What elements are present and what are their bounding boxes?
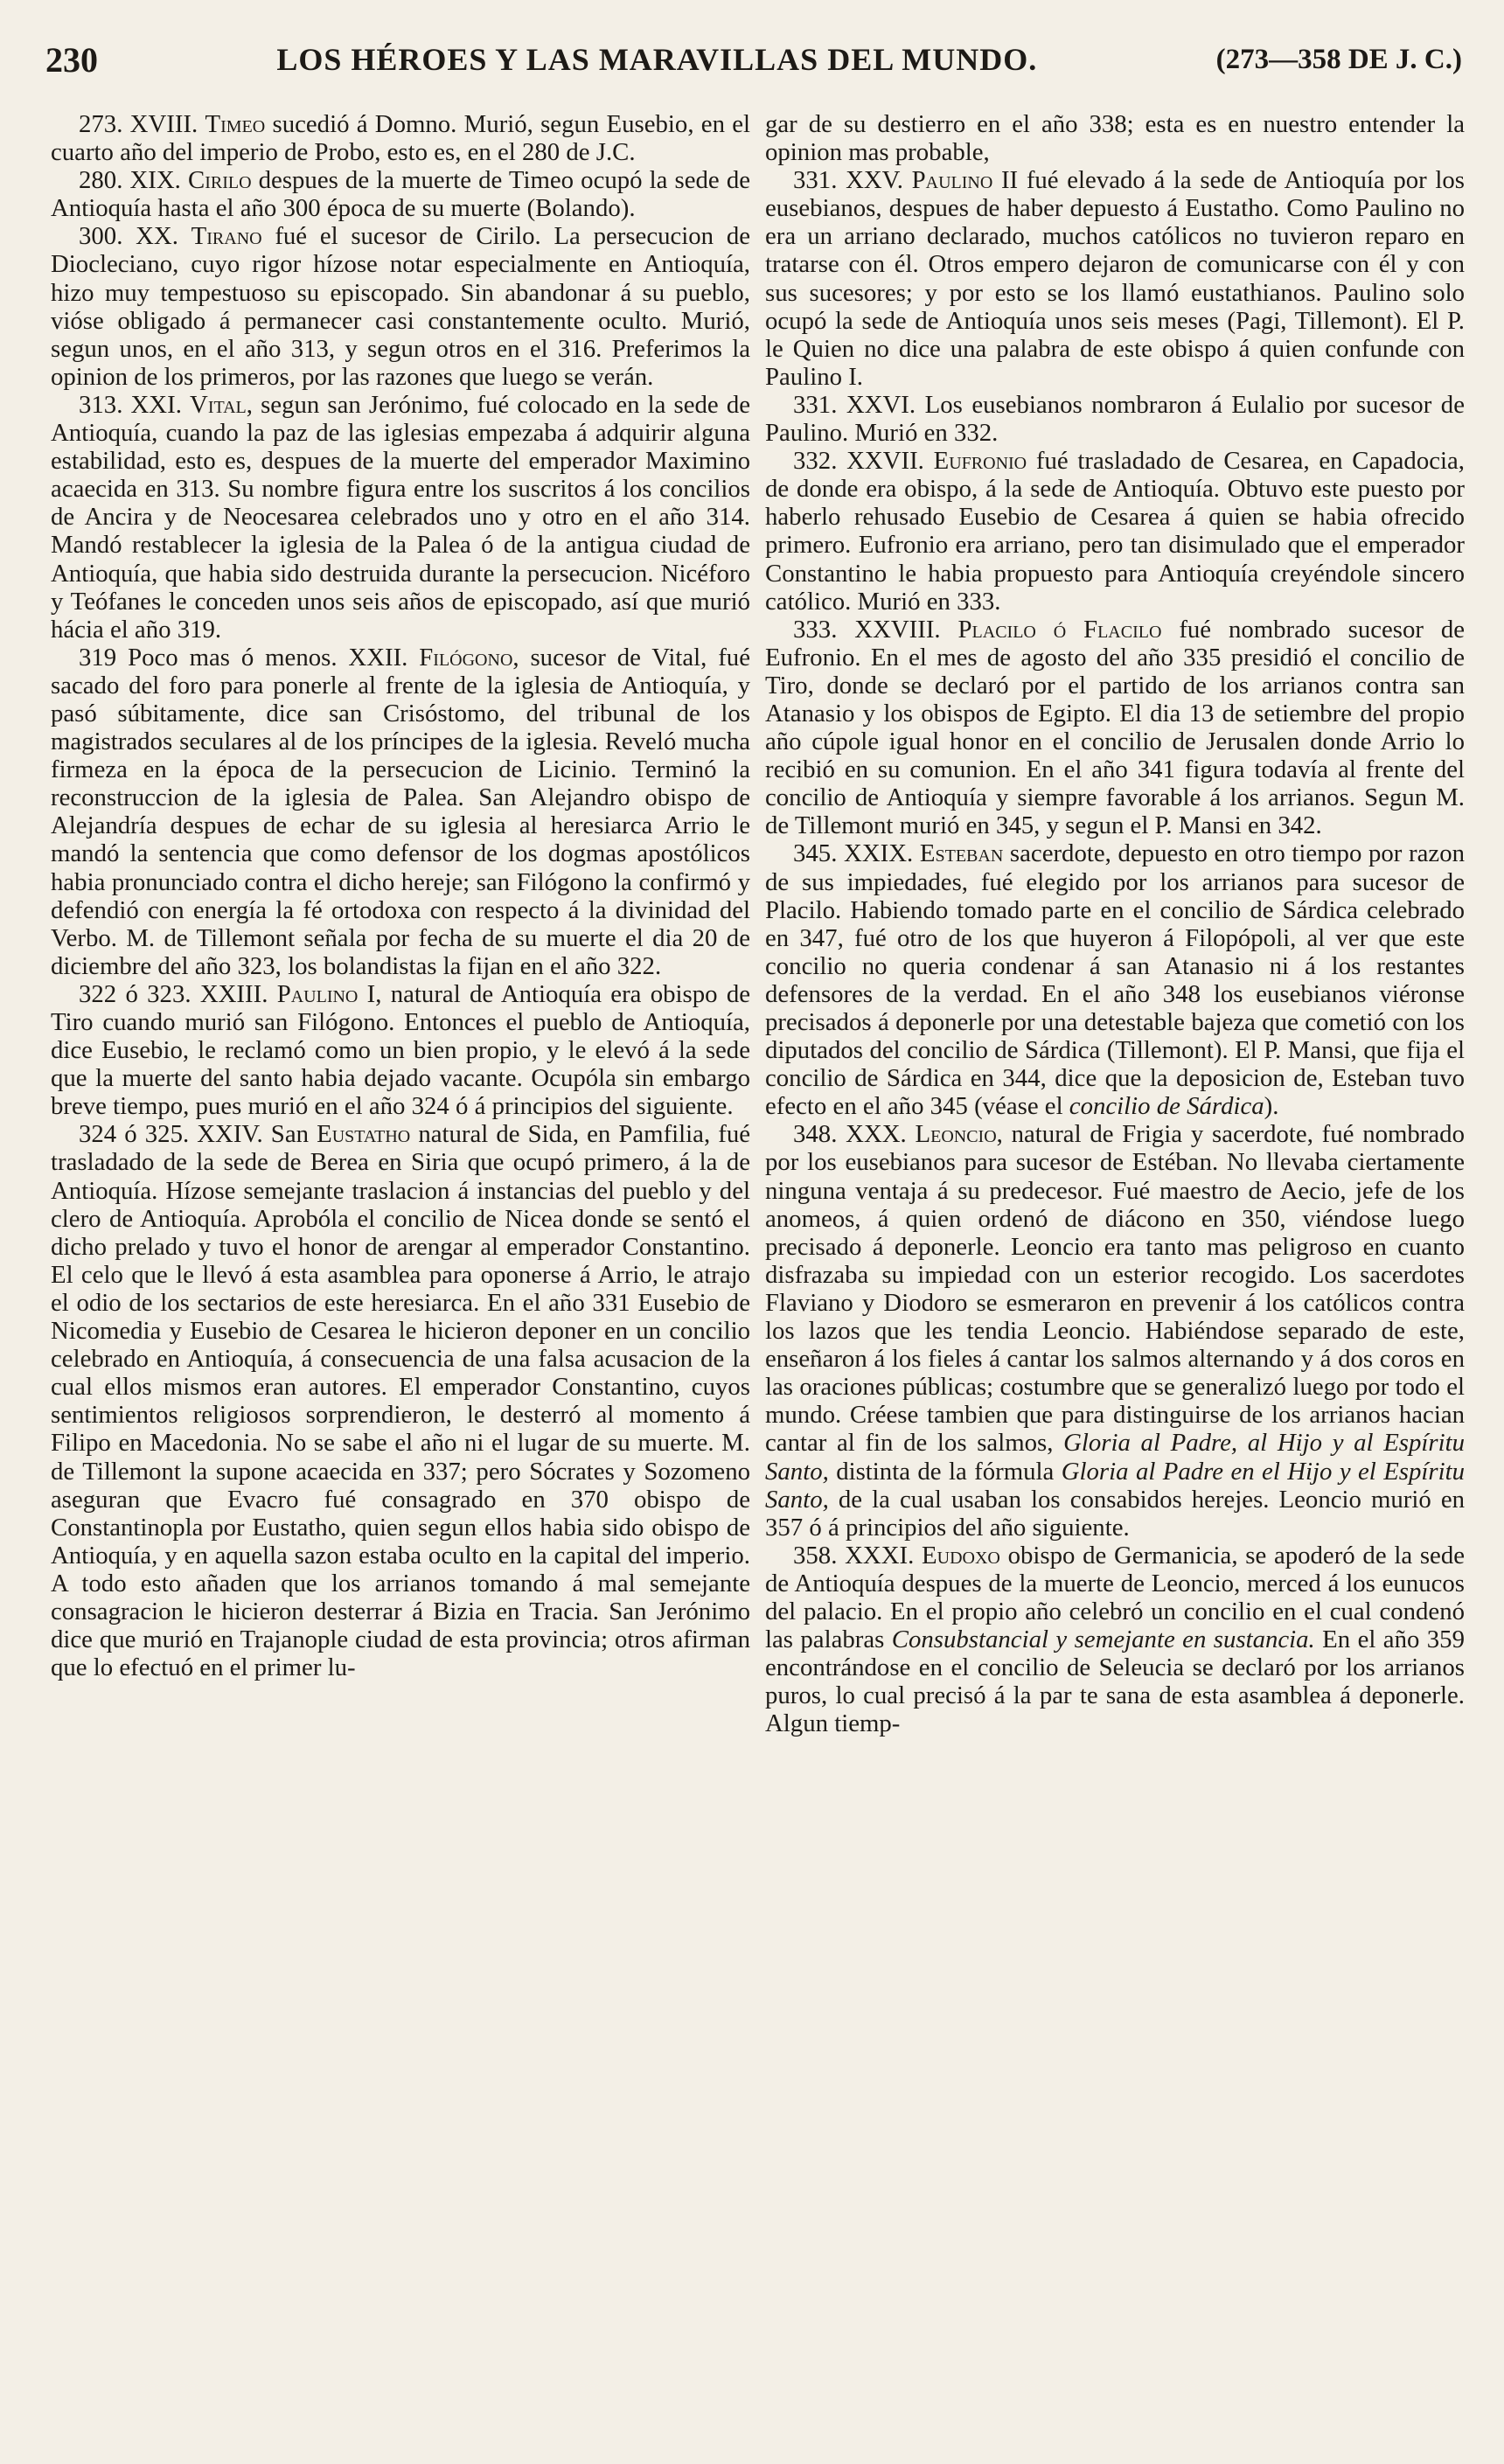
paragraph-esteban: 345. XXIX. Esteban sacerdote, depuesto en otro tiempo por razon de sus impiedades, fué elegido por los arrianos para sucesor de Placilo. Habiendo tomado parte en el concilio de Sárdica celebrado en 347, fué otro de los que huyeron á Filopópoli, al ver que este concilio no queria condenar á san Atanasio ni á los restantes defensores de la verdad. En el año 348 los eusebianos viéronse precisados á deponerle por una detestable bajeza que cometió con los diputados del concilio de Sárdica (Tillemont). El P. Mansi, que fija el concilio de Sárdica en 344, dice que la deposicion de, Esteban tuvo efecto en el año 345 (véase el concilio de Sárdica). xyxy=(765,839,1465,1121)
paragraph-eudoxo: 358. XXXI. Eudoxo obispo de Germanicia, se apoderó de la sede de Antioquía despues de la muerte de Leoncio, merced á los eunucos del palacio. En el propio año celebró un concilio en el cual condenó las palabras Consubstancial y semejante en sustancia. En el año 359 encontrándose en el concilio de Seleucia se declaró por los arrianos puros, lo cual precisó á la par te sana de esta asamblea á deponerle. Algun tiemp- xyxy=(765,1541,1466,1738)
paragraph-eustatho: 324 ó 325. XXIV. San Eustatho natural de Sida, en Pamfilia, fué trasladado de la sede de Berea en Siria que ocupó primero, á la de Antioquía. Hízose semejante traslacion á instancias del pueblo y del clero de Antioquía. Aprobóla el concilio de Nicea donde se sentó el dicho prelado y tuvo el honor de arengar al emperador Constantino. El celo que le llevó á esta asamblea para oponerse á Arrio, le atrajo el odio de los sectarios de este heresiarca. En el año 331 Eusebio de Nicomedia y Eusebio de Cesarea le hicieron deponer en un concilio celebrado en Antioquía, á consecuencia de una falsa acusacion de la cual ellos mismos eran autores. El emperador Constantino, cuyos sentimientos religiosos sorprendieron, le desterró al momento á Filipo en Macedonia. No se sabe el año ni el lugar de su muerte. M. de Tillemont la supone acaecida en 337; pero Sócrates y Sozomeno aseguran que Evacro fué consagrado en 370 obispo de Constantinopla por Eustatho, quien segun ellos habia sido obispo de Antioquía, y en aquella sazon estaba oculto en la capital del imperio. A todo esto añaden que los arrianos tomando á mal semejante consagracion le hicieron desterrar á Bizia en Tracia. San Jerónimo dice que murió en Trajanople ciudad de esta provincia; otros afirman que lo efectuó en el primer lu- xyxy=(51,1120,750,1682)
left-column xyxy=(51,110,750,1681)
paragraph-paulino-ii: 331. XXV. Paulino II fué elevado á la sede de Antioquía por los eusebianos, despues de haber depuesto á Eustatho. Como Paulino no era un arriano declarado, muchos católicos no tuvieron reparo en tratarse con él. Otros empero dejaron de comunicarse con él y con sus sucesores; y por esto se los llamó eustathianos. Paulino solo ocupó la sede de Antioquía unos seis meses (Pagi, Tillemont). El P. le Quien no dice una palabra de este obispo á quien confunde con Paulino I. xyxy=(765,166,1465,391)
paragraph-cirilo: 280. XIX. Cirilo despues de la muerte de Timeo ocupó la sede de Antioquía hasta el año 300 época de su muerte (Bolando). xyxy=(51,166,750,223)
paragraph-timeo: 273. XVIII. Timeo sucedió á Domno. Murió, segun Eusebio, en el cuarto año del imperio de Probo, esto es, en el 280 de J.C. xyxy=(51,110,751,167)
paragraph-leoncio: 348. XXX. Leoncio, natural de Frigia y sacerdote, fué nombrado por los eusebianos para sucesor de Estéban. No llevaba ciertamente ninguna ventaja á su predecesor. Fué maestro de Aecio, jefe de los anomeos, á quien ordenó de diácono en 350, viéndose luego precisado á deponerle. Leoncio era tanto mas peligroso en cuanto disfrazaba su impiedad con un esterior recogido. Los sacerdotes Flaviano y Diodoro se esmeraron en prevenir á los católicos contra los lazos que les tendia Leoncio. Habiéndose separado de este, enseñaron á los fieles á cantar los salmos alternando y á dos coros en las oraciones públicas; costumbre que se generalizó luego por todo el mundo. Créese tambien que para distinguirse de los arrianos hacian cantar al fin de los salmos, Gloria al Padre, al Hijo y al Espíritu Santo, distinta de la fórmula Gloria al Padre en el Hijo y el Espíritu Santo, de la cual usaban los consabidos herejes. Leoncio murió en 357 ó á principios del año siguiente. xyxy=(765,1120,1466,1542)
page-header xyxy=(45,33,1462,86)
page-number: 230 xyxy=(45,39,98,80)
paragraph-vital: 313. XXI. Vital, segun san Jerónimo, fué colocado en la sede de Antioquía, cuando la paz de las iglesias empezaba á adquirir alguna estabilidad, esto es, despues de la muerte del emperador Maximino acaecida en 313. Su nombre figura entre los suscritos á los concilios de Ancira y de Neocesarea celebrados uno y otro en el año 314. Mandó restablecer la iglesia de la Palea ó de la antigua ciudad de Antioquía, que habia sido destruida durante la persecucion. Nicéforo y Teófanes le conceden unos seis años de episcopado, así que murió hácia el año 319. xyxy=(51,390,751,644)
paragraph-eufronio: 332. XXVII. Eufronio fué trasladado de Cesarea, en Capadocia, de donde era obispo, á la sede de Antioquía. Obtuvo este puesto por haberlo rehusado Eusebio de Cesarea á quien se habia ofrecido primero. Eufronio era arriano, pero tan disimulado que el emperador Constantino le habia propuesto para Antioquía creyéndole sincero católico. Murió en 333. xyxy=(765,447,1465,616)
paragraph-filogono: 319 Poco mas ó menos. XXII. Filógono, sucesor de Vital, fué sacado del foro para ponerle al frente de la iglesia de Antioquía, y pasó súbitamente, dice san Crisóstomo, del tribunal de los magistrados seculares al de los príncipes de la iglesia. Reveló mucha firmeza en la época de la persecucion de Licinio. Terminó la reconstruccion de la iglesia de Palea. San Alejandro obispo de Alejandría despues de echar de su iglesia al heresiarca Arrio le mandó la sentencia que como defensor de los dogmas apostólicos habia pronunciado contra el dicho hereje; san Filógono la confirmó y defendió con energía la fé ortodoxa con respecto á la divinidad del Verbo. M. de Tillemont señala por fecha de su muerte el dia 20 de diciembre del año 323, los bolandistas la fijan en el año 322. xyxy=(51,643,750,980)
right-column xyxy=(765,110,1465,1737)
paragraph-placilo: 333. XXVIII. Placilo ó Flacilo fué nombrado sucesor de Eufronio. En el mes de agosto del año 335 presidió el concilio de Tiro, donde se declaró por el partido de los arrianos contra san Atanasio y los obispos de Egipto. El dia 13 de setiembre del propio año cúpole igual honor en el concilio de Jerusalen donde Arrio lo recibió en su comunion. En el año 341 figura todavía al frente del concilio de Antioquía y siempre favorable á los arrianos. Segun M. de Tillemont murió en 345, y segun el P. Mansi en 342. xyxy=(765,615,1466,840)
paragraph-eulalio: 331. XXVI. Los eusebianos nombraron á Eulalio por sucesor de Paulino. Murió en 332. xyxy=(765,390,1465,448)
paragraph-paulino-i: 322 ó 323. XXIII. Paulino I, natural de Antioquía era obispo de Tiro cuando murió san Filógono. Entonces el pueblo de Antioquía, dice Eusebio, le reclamó como un bien propio, y le elevó á la sede que la muerte del santo habia dejado vacante. Ocupóla sin embargo breve tiempo, pues murió en el año 324 ó á principios del siguiente. xyxy=(51,979,751,1121)
paragraph-continuation: gar de su destierro en el año 338; esta es en nuestro entender la opinion mas probable, xyxy=(765,110,1465,167)
paragraph-tirano: 300. XX. Tirano fué el sucesor de Cirilo. La persecucion de Diocleciano, cuyo rigor hízose notar especialmente en Antioquía, hizo muy tempestuoso su episcopado. Sin abandonar á su pueblo, vióse obligado á permanecer casi constantemente oculto. Murió, segun unos, en el año 313, y segun otros en el 316. Preferimos la opinion de los primeros, por las razones que luego se verán. xyxy=(51,222,750,391)
date-range: (273—358 DE J. C.) xyxy=(1215,43,1462,75)
running-title: LOS HÉROES Y LAS MARAVILLAS DEL MUNDO. xyxy=(276,42,1038,77)
